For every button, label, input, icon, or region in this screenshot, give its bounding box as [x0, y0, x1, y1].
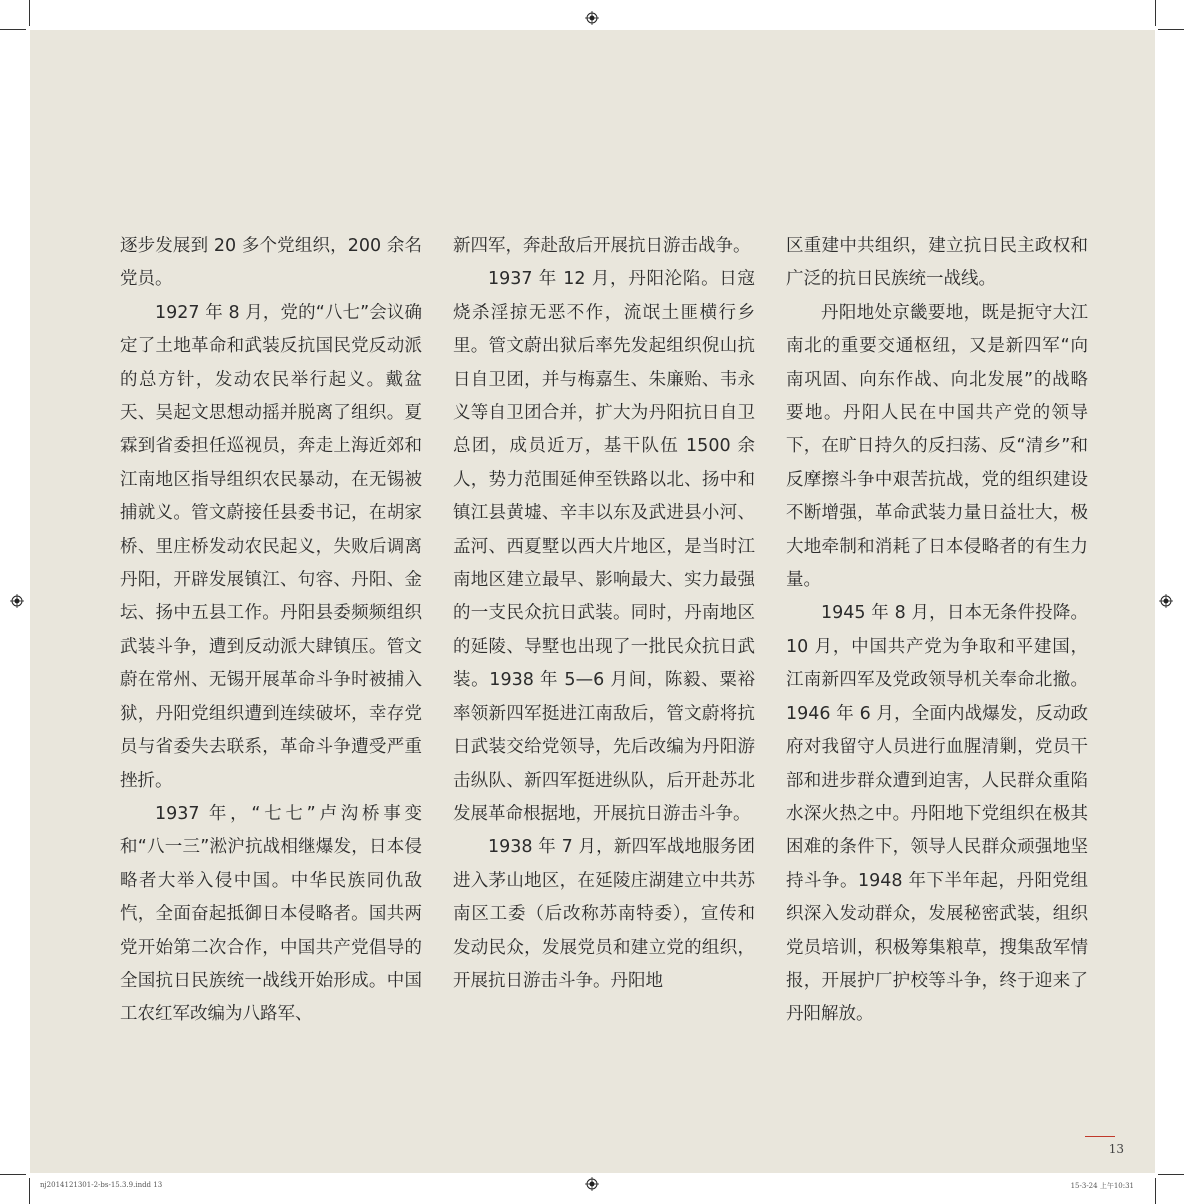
crop-mark: [0, 1174, 26, 1175]
paragraph: 新四军，奔赴敌后开展抗日游击战争。: [453, 236, 751, 256]
paragraph: 1945 年 8 月，日本无条件投降。10 月，中国共产党为争取和平建国，江南新四军及党政领导机关奉命北撤。1946 年 6 月，全面内战爆发，反动政府对我留守人员进行血腥清剿，党员干部和进步群众遭到迫害，人民群众重陷水深火热之中。丹阳地下党组织在极其困难的条件下，领导人民群众顽强地坚持斗争。1948 年下半年起，丹阳党组织深入发动群众，发展秘密武装，组织党员培训，积极筹集粮草，搜集敌军情报，开展护厂护校等斗争，终于迎来了丹阳解放。: [786, 603, 1088, 1025]
crop-mark: [1158, 29, 1184, 30]
paragraph: 1927 年 8 月，党的“八七”会议确定了土地革命和武装反抗国民党反动派的总方针，发动农民举行起义。戴盆天、吴起文思想动摇并脱离了组织。夏霖到省委担任巡视员，奔走上海近郊和江南地区指导组织农民暴动，在无锡被捕就义。管文蔚接任县委书记，在胡家桥、里庄桥发动农民起义，失败后调离丹阳，开辟发展镇江、句容、丹阳、金坛、扬中五县工作。丹阳县委频频组织武装斗争，遭到反动派大肆镇压。管文蔚在常州、无锡开展革命斗争时被捕入狱，丹阳党组织遭到连续破坏，幸存党员与省委失去联系，革命斗争遭受严重挫折。: [120, 302, 422, 791]
registration-mark-icon: [10, 594, 24, 608]
registration-mark-icon: [585, 11, 599, 25]
paragraph: 1937 年，“七七”卢沟桥事变和“八一三”淞沪抗战相继爆发，日本侵略者大举入侵中国。中华民族同仇敌忾，全面奋起抵御日本侵略者。国共两党开始第二次合作，中国共产党倡导的全国抗日民族统一战线开始形成。中国工农红军改编为八路军、: [120, 803, 422, 1025]
paragraph: 逐步发展到 20 多个党组织，200 余名党员。: [120, 236, 422, 290]
page-number-rule: [1085, 1136, 1115, 1137]
footer-file-info: nj2014121301-2-bs-15.3.9.indd 13: [40, 1181, 163, 1189]
crop-mark: [0, 29, 26, 30]
crop-mark: [29, 0, 30, 26]
text-column-1: [120, 230, 422, 1032]
paragraph: 1937 年 12 月，丹阳沦陷。日寇烧杀淫掠无恶不作，流氓土匪横行乡里。管文蔚出狱后率先发起组织倪山抗日自卫团，并与梅嘉生、朱廉贻、韦永义等自卫团合并，扩大为丹阳抗日自卫总团，成员近万，基干队伍 1500 余人，势力范围延伸至铁路以北、扬中和镇江县黄墟、辛丰以东及武进县小河、孟河、西夏墅以西大片地区，是当时江南地区建立最早、影响最大、实力最强的一支民众抗日武装。同时，丹南地区的延陵、导墅也出现了一批民众抗日武装。1938 年 5—6 月间，陈毅、粟裕率领新四军挺进江南敌后，管文蔚将抗日武装交给党领导，先后改编为丹阳游击纵队、新四军挺进纵队，后开赴苏北发展革命根据地，开展抗日游击斗争。: [453, 269, 755, 824]
footer-date-info: 15-3-24 上午10:31: [1070, 1182, 1134, 1190]
crop-mark: [29, 1178, 30, 1204]
paragraph: 1938 年 7 月，新四军战地服务团进入茅山地区，在延陵庄湖建立中共苏南区工委（后改称苏南特委），宣传和发动民众，发展党员和建立党的组织，开展抗日游击斗争。丹阳地: [453, 837, 755, 991]
paragraph: 丹阳地处京畿要地，既是扼守大江南北的重要交通枢纽，又是新四军“向南巩固、向东作战、向北发展”的战略要地。丹阳人民在中国共产党的领导下，在旷日持久的反扫荡、反“清乡”和反摩擦斗争中艰苦抗战，党的组织建设不断增强，革命武装力量日益壮大，极大地牵制和消耗了日本侵略者的有生力量。: [786, 302, 1088, 591]
registration-mark-icon: [1159, 594, 1173, 608]
paragraph: 区重建中共组织，建立抗日民主政权和广泛的抗日民族统一战线。: [786, 236, 1088, 290]
page-area: [30, 30, 1155, 1173]
registration-mark-icon: [585, 1177, 599, 1191]
page-number: 13: [1108, 1142, 1124, 1156]
crop-mark: [1158, 1174, 1184, 1175]
crop-mark: [1155, 0, 1156, 26]
text-column-2: [453, 230, 755, 998]
text-column-3: [786, 230, 1088, 1032]
crop-mark: [1155, 1178, 1156, 1204]
